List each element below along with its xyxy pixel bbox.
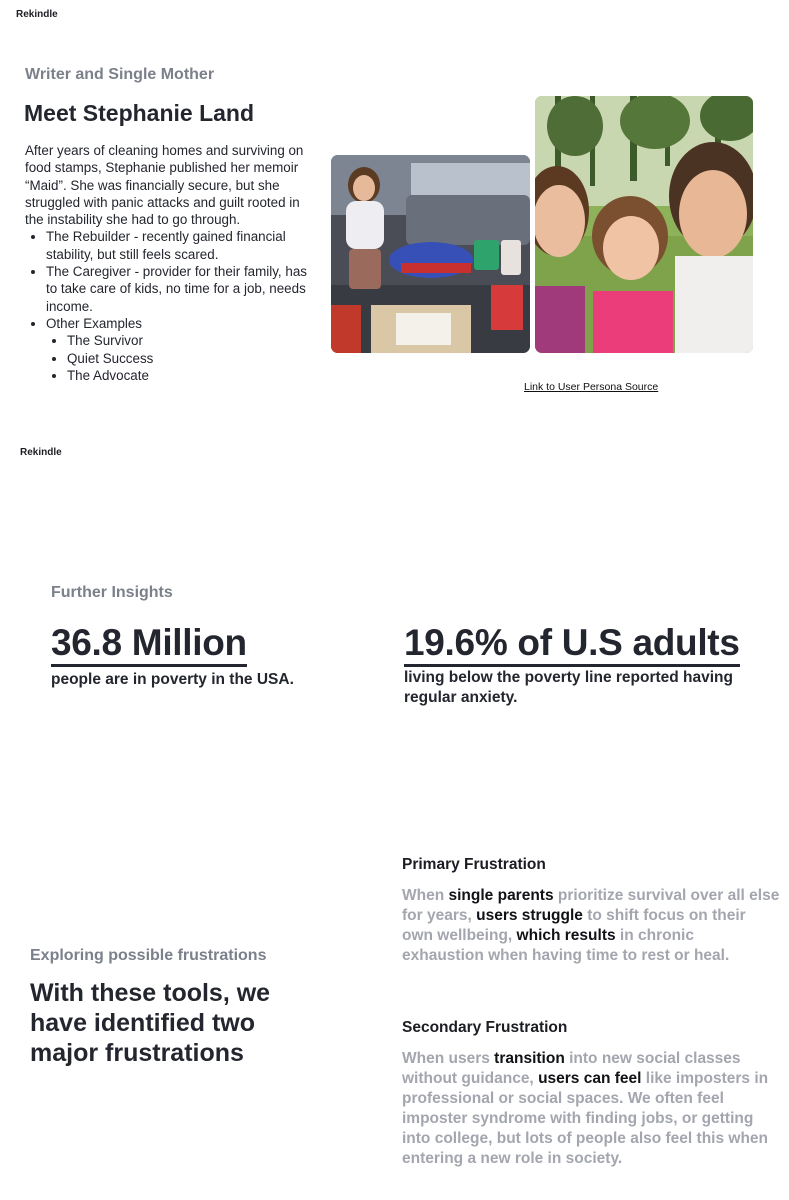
persona-list: [25, 228, 313, 384]
sub-list-item: • The Advocate: [67, 367, 313, 384]
stat-caption: living below the poverty line reported having regular anxiety.: [404, 669, 733, 706]
frustrations-eyebrow: Exploring possible frustrations: [30, 947, 267, 964]
list-item: • The Caregiver - provider for their family, has to take care of kids, no time for a job, needs income.: [46, 263, 313, 315]
secondary-frustration-text: When users transition into new social classes without guidance, users can feel like imposters in professional or social spaces. We often feel imposter syndrome with finding jobs, or getting into college, but lots of people also feel this when entering a new role in society.: [402, 1050, 769, 1167]
sub-list-item: • The Survivor: [67, 332, 313, 349]
persona-text-block: [25, 142, 313, 384]
brand-logo: Rekindle: [16, 9, 58, 20]
stat-caption: people are in poverty in the USA.: [51, 671, 294, 688]
list-item-label: Other Examples: [46, 315, 143, 331]
stat-block: [404, 622, 744, 708]
primary-frustration-text: When single parents prioritize survival over all else for years, users struggle to shift focus on their own wellbeing, which results in chronic exhaustion when having time to rest or heal.: [402, 887, 780, 964]
sub-list: [46, 332, 313, 384]
stat-value: 36.8 Million: [51, 622, 247, 667]
secondary-frustration-title: Secondary Frustration: [402, 1019, 568, 1036]
car-trunk-photo-illustration: [331, 155, 530, 353]
stat-value: 19.6% of U.S adults: [404, 622, 740, 667]
frustrations-heading: With these tools, we have identified two major frustrations: [30, 979, 271, 1067]
insights-eyebrow: Further Insights: [51, 584, 173, 601]
list-item: • The Rebuilder - recently gained financial stability, but still feels scared.: [46, 228, 313, 263]
sub-list-item: • Quiet Success: [67, 350, 313, 367]
list-item: [46, 315, 313, 384]
brand-logo-2: Rekindle: [20, 447, 62, 458]
family-selfie-photo-illustration: [535, 96, 753, 353]
persona-photo-car: [331, 155, 530, 353]
persona-eyebrow: Writer and Single Mother: [25, 66, 215, 83]
primary-frustration-title: Primary Frustration: [402, 856, 546, 873]
persona-source-link[interactable]: Link to User Persona Source: [524, 381, 659, 393]
stat-block: [51, 622, 351, 690]
persona-title: Meet Stephanie Land: [24, 100, 255, 126]
persona-description: After years of cleaning homes and surviving on food stamps, Stephanie published her memoir “Maid”. She was financially secure, but she struggled with panic attacks and guilt rooted in the instability she had to go through.: [25, 143, 304, 228]
persona-photo-family: [535, 96, 753, 353]
